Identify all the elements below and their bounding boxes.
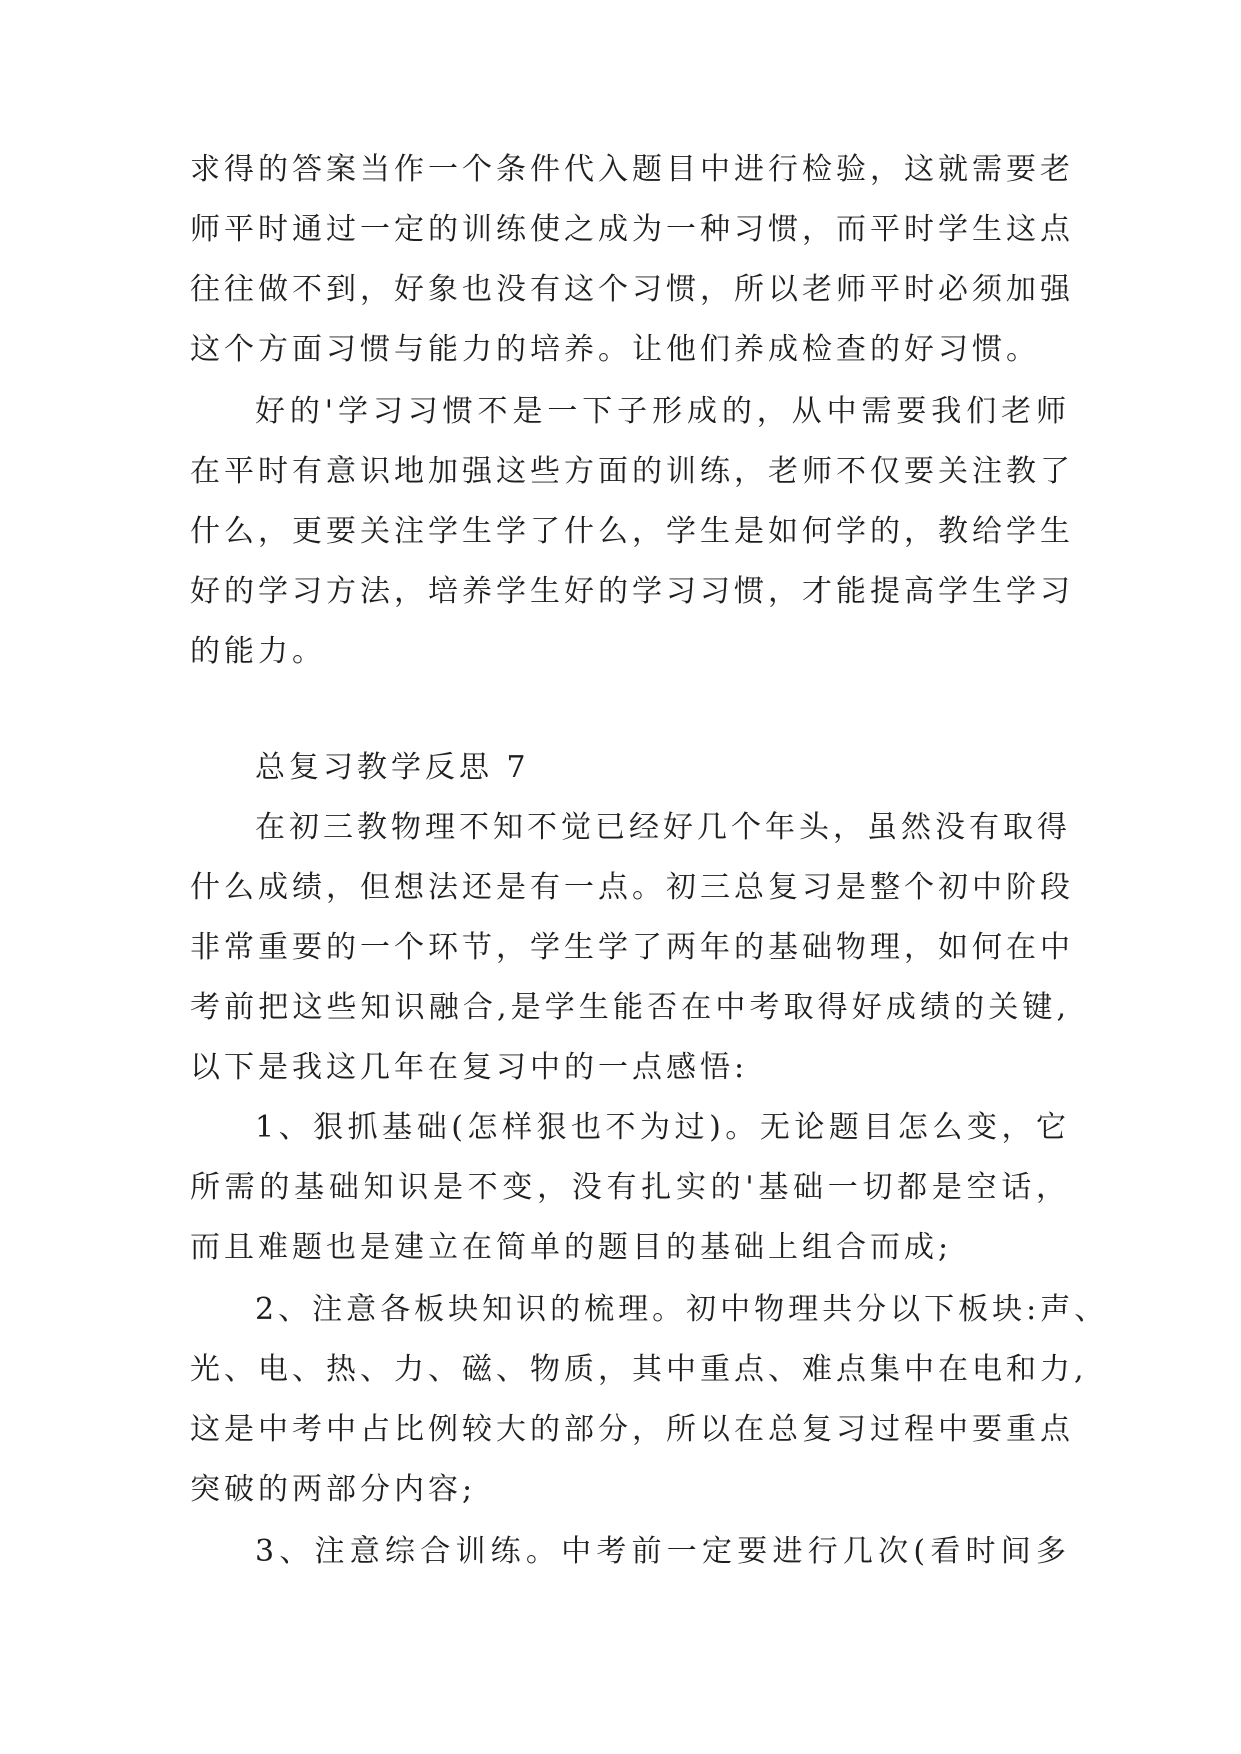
list-item-line: 2、注意各板块知识的梳理。初中物理共分以下板块:声、 <box>255 1292 1109 1327</box>
list-item-line: 而且难题也是建立在简单的题目的基础上组合而成; <box>190 1230 953 1265</box>
paragraph-line: 在初三教物理不知不觉已经好几个年头，虽然没有取得 <box>255 810 1071 845</box>
list-item-line: 3、注意综合训练。中考前一定要进行几次(看时间多 <box>255 1534 1070 1569</box>
paragraph-line: 非常重要的一个环节，学生学了两年的基础物理，如何在中 <box>190 930 1074 965</box>
list-item-line: 1、狠抓基础(怎样狠也不为过)。无论题目怎么变，它 <box>255 1110 1070 1145</box>
paragraph-line: 考前把这些知识融合,是学生能否在中考取得好成绩的关键, <box>190 990 1070 1025</box>
paragraph-line: 好的'学习习惯不是一下子形成的，从中需要我们老师 <box>255 394 1070 429</box>
paragraph-line: 什么成绩，但想法还是有一点。初三总复习是整个初中阶段 <box>190 870 1074 905</box>
paragraph-line: 这个方面习惯与能力的培养。让他们养成检查的好习惯。 <box>190 332 1040 367</box>
section-heading: 总复习教学反思 7 <box>255 750 530 785</box>
paragraph-line: 的能力。 <box>190 634 326 669</box>
paragraph-line: 在平时有意识地加强这些方面的训练，老师不仅要关注教了 <box>190 454 1074 489</box>
list-item-line: 突破的两部分内容; <box>190 1472 477 1507</box>
paragraph-line: 师平时通过一定的训练使之成为一种习惯，而平时学生这点 <box>190 212 1074 247</box>
list-item-line: 这是中考中占比例较大的部分，所以在总复习过程中要重点 <box>190 1412 1074 1447</box>
paragraph-line: 好的学习方法，培养学生好的学习习惯，才能提高学生学习 <box>190 574 1074 609</box>
paragraph-line: 求得的答案当作一个条件代入题目中进行检验，这就需要老 <box>190 152 1074 187</box>
paragraph-line: 以下是我这几年在复习中的一点感悟: <box>190 1050 749 1085</box>
list-item-line: 所需的基础知识是不变，没有扎实的'基础一切都是空话， <box>190 1170 1070 1205</box>
list-item-line: 光、电、热、力、磁、物质，其中重点、难点集中在电和力, <box>190 1352 1088 1387</box>
paragraph-line: 往往做不到，好象也没有这个习惯，所以老师平时必须加强 <box>190 272 1074 307</box>
paragraph-line: 什么，更要关注学生学了什么，学生是如何学的，教给学生 <box>190 514 1074 549</box>
